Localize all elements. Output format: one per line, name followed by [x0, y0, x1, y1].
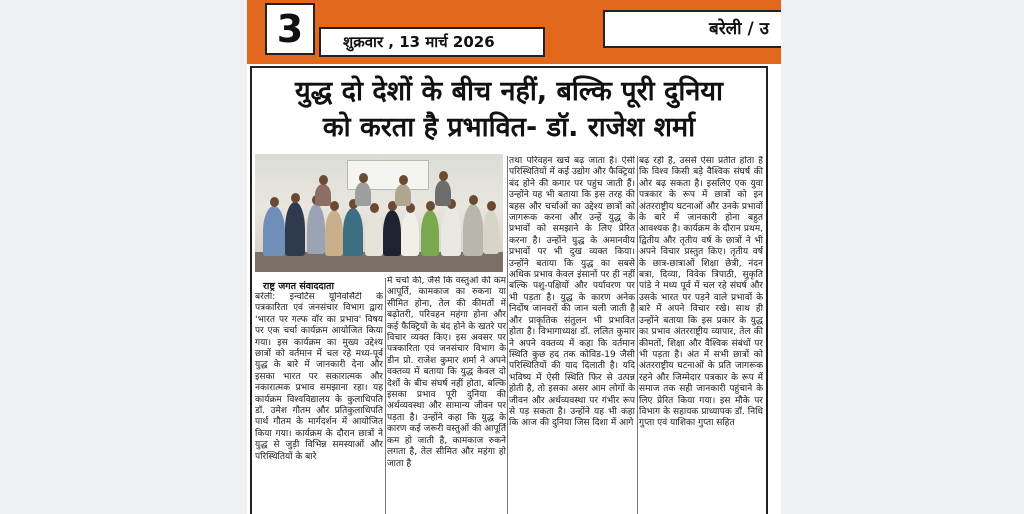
photo-person [263, 206, 285, 256]
column-rule [507, 156, 508, 514]
headline-line-2: को करता है प्रभावित- डॉ. राजेश शर्मा [322, 112, 696, 143]
photo-person [395, 184, 411, 206]
photo-person [383, 210, 401, 256]
photo-person [463, 204, 483, 256]
article-headline [257, 74, 761, 146]
photo-person [441, 208, 461, 256]
issue-date: शुक्रवार , 13 मार्च 2026 [319, 27, 545, 57]
photo-person [483, 210, 499, 254]
column-rule [637, 156, 638, 514]
photo-person [365, 212, 383, 256]
photo-person [285, 202, 305, 256]
photo-person [307, 204, 325, 254]
photo-person [435, 180, 451, 206]
masthead-bar [247, 0, 781, 64]
page-number: 3 [265, 3, 315, 55]
headline-line-1: युद्ध दो देशों के बीच नहीं, बल्कि पूरी दुनिया [295, 76, 723, 107]
photo-person [401, 212, 419, 256]
photo-person [315, 184, 331, 206]
byline: राष्ट्र जगत संवाददाता [263, 281, 334, 292]
group-photo [255, 154, 503, 272]
article-column-4: बढ़ रही है, उससे ऐसा प्रतीत होता है कि विश्व किसी बड़े वैश्विक संघर्ष की ओर बढ़ सकता है। इसलिए एक युवा पत्रकार के रूप में छात्रों को इन अंतरराष्ट्रीय घटनाओं और उनके प्रभावों के बारे में जानकारी होना बहुत आवश्यक है। कार्यक्रम के दौरान प्रथम, द्वितीय और तृतीय वर्ष के छात्रों ने भी अपने विचार प्रस्तुत किए। तृतीय वर्ष के छात्र-छात्राओं शिक्षा छेत्री, नंदन बत्रा, दिव्या, विवेक त्रिपाठी, सुकृति पांडे ने मध्य पूर्व में चल रहे संघर्ष और उसके भारत पर पड़ने वाले प्रभावों के बारे में अपने विचार रखे। साथ ही उन्होंने बताया कि इस प्रकार के युद्ध का प्रभाव अंतरराष्ट्रीय व्यापार, तेल की कीमतों, शिक्षा और वैश्विक संबंधों पर भी पड़ता है। अंत में सभी छात्रों को अंतरराष्ट्रीय घटनाओं के प्रति जागरूक रहने और जिम्मेदार पत्रकार के रूप में समाज तक सही जानकारी पहुंचाने के लिए प्रेरित किया गया। इस मौके पर विभाग के सहायक प्राध्यापक डॉ. निधि गुप्ता एवं याशिका गुप्ता सहित [639, 156, 763, 429]
photo-person [343, 208, 363, 256]
edition-city: बरेली / उ [603, 10, 781, 48]
photo-person [355, 182, 371, 206]
newspaper-page [247, 0, 781, 514]
article-column-3: तथा परिवहन खर्च बढ़ जाता है। ऐसी परिस्थितियों में कई उद्योग और फैक्ट्रियां बंद होने की कगार पर पहुंच जाती हैं। उन्होंने यह भी बताया कि इस तरह की बहस और चर्चाओं का उद्देश्य छात्रों को जागरूक करना और उन्हें युद्ध के प्रभावों को समझाने के लिए प्रेरित करना है। उन्होंने युद्ध के अमानवीय प्रभावों पर भी दुख व्यक्त किया। उन्होंने बताया कि युद्ध का सबसे अधिक प्रभाव केवल इंसानों पर ही नहीं बल्कि पशु-पक्षियों और पर्यावरण पर भी पड़ता है। युद्ध के कारण अनेक निर्दोष जानवरों की जान चली जाती है और प्राकृतिक संतुलन भी प्रभावित होता है। विभागाध्यक्ष डॉ. ललित कुमार ने अपने वक्तव्य में कहा कि वर्तमान स्थिति कुछ हद तक कोविड-19 जैसी परिस्थितियों की याद दिलाती है। यदि भविष्य में ऐसी स्थिति फिर से उत्पन्न होती है, तो इसका असर आम लोगों के जीवन और अर्थव्यवस्था पर गंभीर रूप से पड़ सकता है। उन्होंने यह भी कहा कि आज की दुनिया जिस दिशा में आगे [509, 156, 635, 429]
column-rule [385, 278, 386, 514]
photo-person [325, 210, 343, 256]
photo-person [421, 210, 439, 256]
article-column-2: में चर्चा की, जैसे कि वस्तुओं की कम आपूर्ति, कामकाज का रुकना या सीमित होना, तेल की कीमतों में बढ़ोतरी, परिवहन महंगा होना और कई फैक्ट्रियों के बंद होने के खतरे पर विचार व्यक्त किए। इस अवसर पर पत्रकारिता एवं जनसंचार विभाग के डीन प्रो. राजेश कुमार शर्मा ने अपने वक्तव्य में बताया कि युद्ध केवल दो देशों के बीच संघर्ष नहीं होता, बल्कि इसका प्रभाव पूरी दुनिया की अर्थव्यवस्था और सामान्य जीवन पर पड़ता है। उन्होंने कहा कि युद्ध के कारण कई जरूरी वस्तुओं की आपूर्ति कम हो जाती है, कामकाज रुकने लगता है, तेल सीमित और महंगा हो जाता है [387, 276, 506, 469]
article-column-1: बरेली: इन्वर्टिस यूनिवर्सिटी के पत्रकारिता एवं जनसंचार विभाग द्वारा 'भारत पर गल्फ वॉर का प्रभाव' विषय पर एक चर्चा कार्यक्रम आयोजित किया गया। इस कार्यक्रम का मुख्य उद्देश्य छात्रों को वर्तमान में चल रहे मध्य-पूर्व युद्ध के बारे में जानकारी देना और इसका भारत पर सकारात्मक और नकारात्मक प्रभाव समझाना रहा। यह कार्यक्रम विश्वविद्यालय के कुलाधिपति डॉ. उमेश गौतम और प्रतिकुलाधिपति पार्थ गौतम के मार्गदर्शन में आयोजित किया गया। कार्यक्रम के दौरान छात्रों ने युद्ध से जुड़ी विभिन्न समस्याओं और परिस्थितियों के बारे [255, 292, 383, 462]
